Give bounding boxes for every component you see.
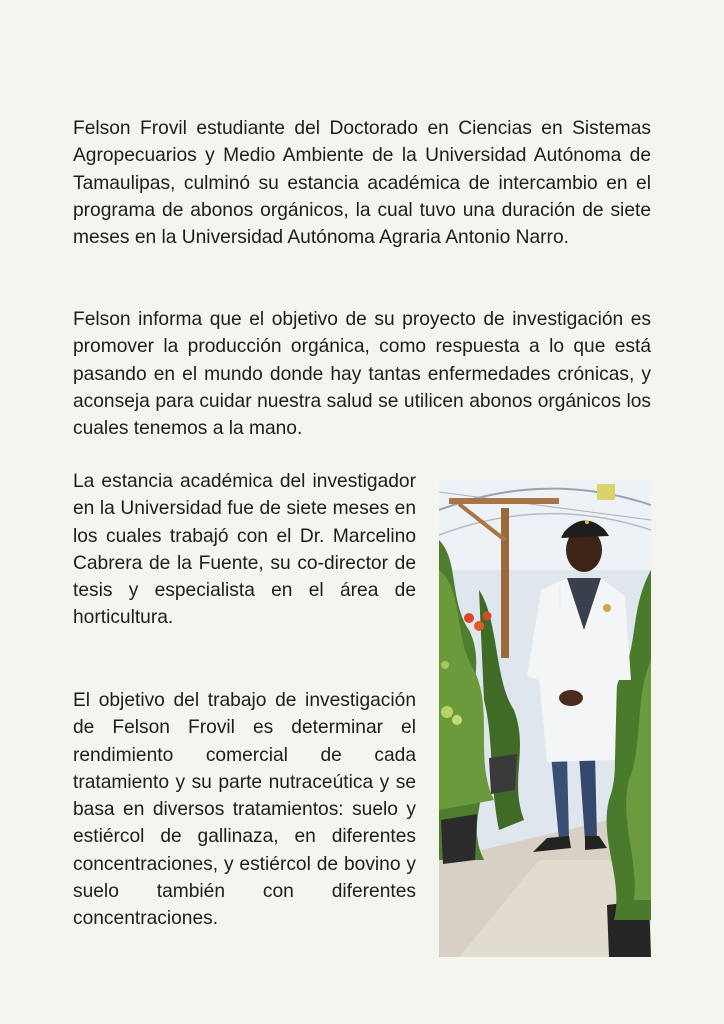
paragraph-objective: Felson informa que el objetivo de su proyecto de investigación es promover la producción orgánica, como respuesta a lo que está pasando en el mundo donde hay tantas enfermedades crónicas, y aconseja para cuidar nuestra salud se utilicen abonos orgánicos los cuales tenemos a la mano. [73,309,651,440]
paragraph-intro: Felson Frovil estudiante del Doctorado en Ciencias en Sistemas Agropecuarios y Medio Ambiente de la Universidad Autónoma de Tamaulipas, culminó su estancia académica de intercambio en el programa de abonos orgánicos, la cual tuvo una duración de siete meses en la Universidad Autónoma Agraria Antonio Narro. [73,118,651,249]
paragraph-stay: La estancia académica del investigador en la Universidad fue de siete meses en los cuales trabajó con el Dr. Marcelino Cabrera de la Fuente, su co-director de tesis y especialista en el área de horticultura. [73,471,416,629]
greenhouse-photo-illustration [439,480,651,957]
paragraph-treatments: El objetivo del trabajo de investigación de Felson Frovil es determinar el rendimiento comercial de cada tratamiento y su parte nutraceútica y se basa en diversos tratamientos: suelo y estiércol de gallinaza, en diferentes concentraciones, y estiércol de bovino y suelo también con diferentes concentraciones. [73,690,416,930]
greenhouse-photo [439,480,651,957]
